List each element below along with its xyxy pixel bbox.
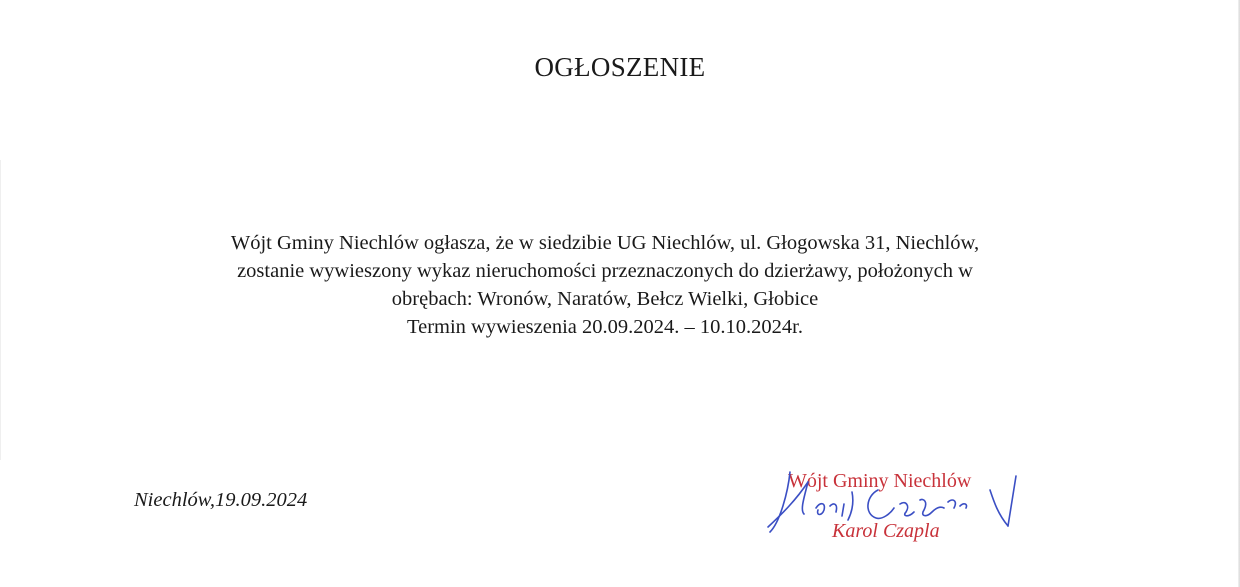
stamp-name: Karol Czapla: [832, 520, 940, 542]
place-and-date: Niechlów,19.09.2024: [134, 489, 308, 511]
official-stamp: [760, 462, 1040, 562]
handwritten-signature: [760, 462, 1040, 562]
body-line-1: Wójt Gminy Niechlów ogłasza, że w siedzibie UG Niechlów, ul. Głogowska 31, Niechlów,: [230, 232, 980, 254]
body-line-4: Termin wywieszenia 20.09.2024. – 10.10.2024r.: [407, 316, 803, 338]
document-title: OGŁOSZENIE: [534, 52, 706, 82]
stamp-office: Wójt Gminy Niechlów: [788, 470, 972, 492]
announcement-body: [100, 229, 1110, 341]
scan-left-edge: [0, 160, 1, 460]
body-line-2: zostanie wywieszony wykaz nieruchomości przeznaczonych do dzierżawy, położonych w: [237, 260, 973, 282]
body-line-3: obrębach: Wronów, Naratów, Bełcz Wielki, Głobice: [391, 288, 819, 310]
